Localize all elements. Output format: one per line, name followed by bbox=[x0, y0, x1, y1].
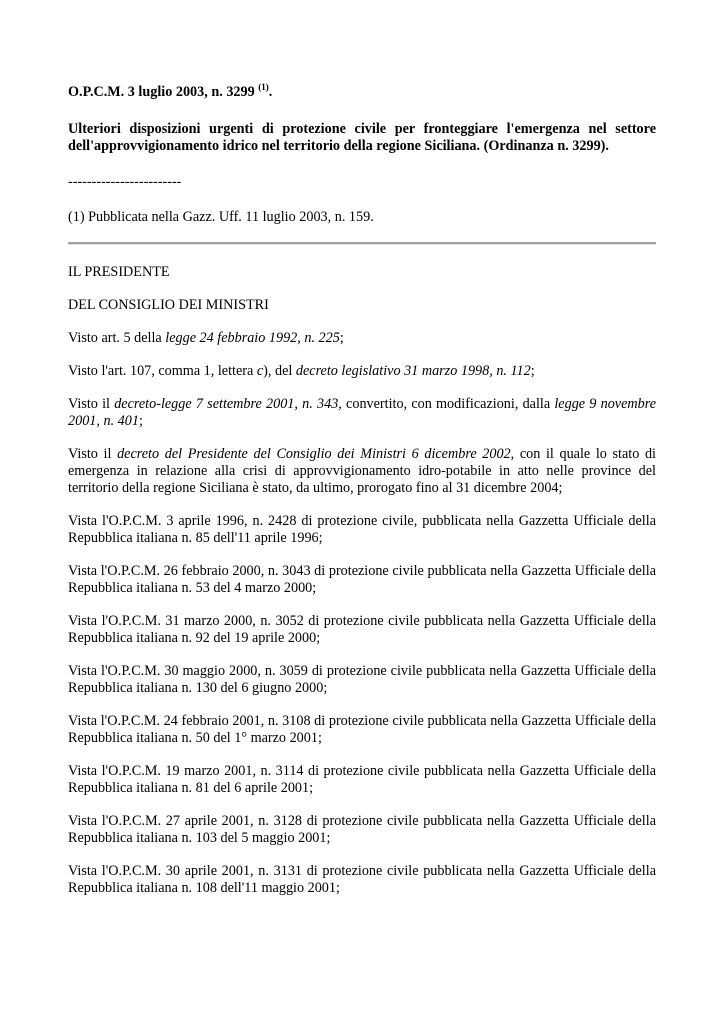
title-footnote-ref[interactable]: (1) bbox=[258, 82, 269, 92]
visto1-text-a: Visto art. 5 della bbox=[68, 330, 166, 346]
vista-paragraph: Vista l'O.P.C.M. 30 aprile 2001, n. 3131 di protezione civile pubblicata nella Gazzetta Ufficiale della Repubblica italiana n. 108 dell'11 maggio 2001; bbox=[68, 863, 656, 896]
heading-president: IL PRESIDENTE bbox=[68, 264, 170, 280]
visto1-text-c: ; bbox=[339, 330, 344, 346]
visto3-text-c: , convertito, con modificazioni, dalla bbox=[338, 396, 555, 412]
title-end: . bbox=[268, 84, 273, 100]
visto2-text-c: ), del bbox=[263, 363, 296, 379]
heading-council: DEL CONSIGLIO DEI MINISTRI bbox=[68, 297, 269, 313]
visto4-decree-link[interactable]: decreto del Presidente del Consiglio dei Ministri 6 dicembre 2002 bbox=[117, 446, 511, 462]
visto2-letter: c bbox=[256, 363, 264, 379]
vista-paragraph: Vista l'O.P.C.M. 30 maggio 2000, n. 3059 di protezione civile pubblicata nella Gazzetta Ufficiale della Repubblica italiana n. 130 del 6 giugno 2000; bbox=[68, 663, 656, 696]
vista-paragraph: Vista l'O.P.C.M. 26 febbraio 2000, n. 3043 di protezione civile pubblicata nella Gazzetta Ufficiale della Repubblica italiana n. 53 del 4 marzo 2000; bbox=[68, 563, 656, 596]
publication-footnote: (1) Pubblicata nella Gazz. Uff. 11 luglio 2003, n. 159. bbox=[68, 209, 374, 225]
vista-paragraph: Vista l'O.P.C.M. 24 febbraio 2001, n. 3108 di protezione civile pubblicata nella Gazzetta Ufficiale della Repubblica italiana n. 50 del 1° marzo 2001; bbox=[68, 713, 656, 746]
visto3-text-e: ; bbox=[138, 413, 143, 429]
visto3-decree-link[interactable]: decreto-legge 7 settembre 2001, n. 343 bbox=[114, 396, 339, 412]
visto4-text-a: Visto il bbox=[68, 446, 118, 462]
vista-paragraph: Vista l'O.P.C.M. 19 marzo 2001, n. 3114 di protezione civile pubblicata nella Gazzetta Ufficiale della Repubblica italiana n. 81 del 6 aprile 2001; bbox=[68, 763, 656, 796]
title-text: O.P.C.M. 3 luglio 2003, n. 3299 bbox=[68, 84, 255, 100]
footnote-separator: ------------------------ bbox=[68, 174, 182, 190]
document-body bbox=[68, 264, 656, 897]
horizontal-divider bbox=[68, 242, 656, 245]
document-title bbox=[68, 84, 656, 101]
visto-paragraph-2 bbox=[68, 363, 656, 380]
document-subtitle: Ulteriori disposizioni urgenti di protezione civile per fronteggiare l'emergenza nel settore dell'approvvigionamento idrico nel territorio della regione Siciliana. (Ordinanza n. 3299). bbox=[68, 121, 656, 154]
vista-paragraph: Vista l'O.P.C.M. 31 marzo 2000, n. 3052 di protezione civile pubblicata nella Gazzetta Ufficiale della Repubblica italiana n. 92 del 19 aprile 2000; bbox=[68, 613, 656, 646]
visto3-text-a: Visto il bbox=[68, 396, 115, 412]
visto1-law-link[interactable]: legge 24 febbraio 1992, n. 225 bbox=[165, 330, 340, 346]
visto-paragraph-3 bbox=[68, 396, 656, 430]
visto2-text-e: ; bbox=[530, 363, 535, 379]
visto2-text-a: Visto l'art. 107, comma 1, lettera bbox=[68, 363, 257, 379]
visto2-decree-link[interactable]: decreto legislativo 31 marzo 1998, n. 112 bbox=[295, 363, 531, 379]
visto-paragraph-4 bbox=[68, 446, 656, 497]
visto3-law-link[interactable]: legge 9 novembre 2001, n. 401 bbox=[68, 396, 657, 429]
vista-paragraph: Vista l'O.P.C.M. 27 aprile 2001, n. 3128 di protezione civile pubblicata nella Gazzetta Ufficiale della Repubblica italiana n. 103 del 5 maggio 2001; bbox=[68, 813, 656, 846]
visto-paragraph-1 bbox=[68, 330, 656, 347]
visto4-text-c: , con il quale lo stato di emergenza in relazione alla crisi di approvvigionamento idro-potabile in atto nelle province del territorio della regione Siciliana è stato, da ultimo, prorogato fino al 31 dicembre 2004; bbox=[68, 446, 656, 496]
vista-paragraph: Vista l'O.P.C.M. 3 aprile 1996, n. 2428 di protezione civile, pubblicata nella Gazzetta Ufficiale della Repubblica italiana n. 85 dell'11 aprile 1996; bbox=[68, 513, 656, 546]
